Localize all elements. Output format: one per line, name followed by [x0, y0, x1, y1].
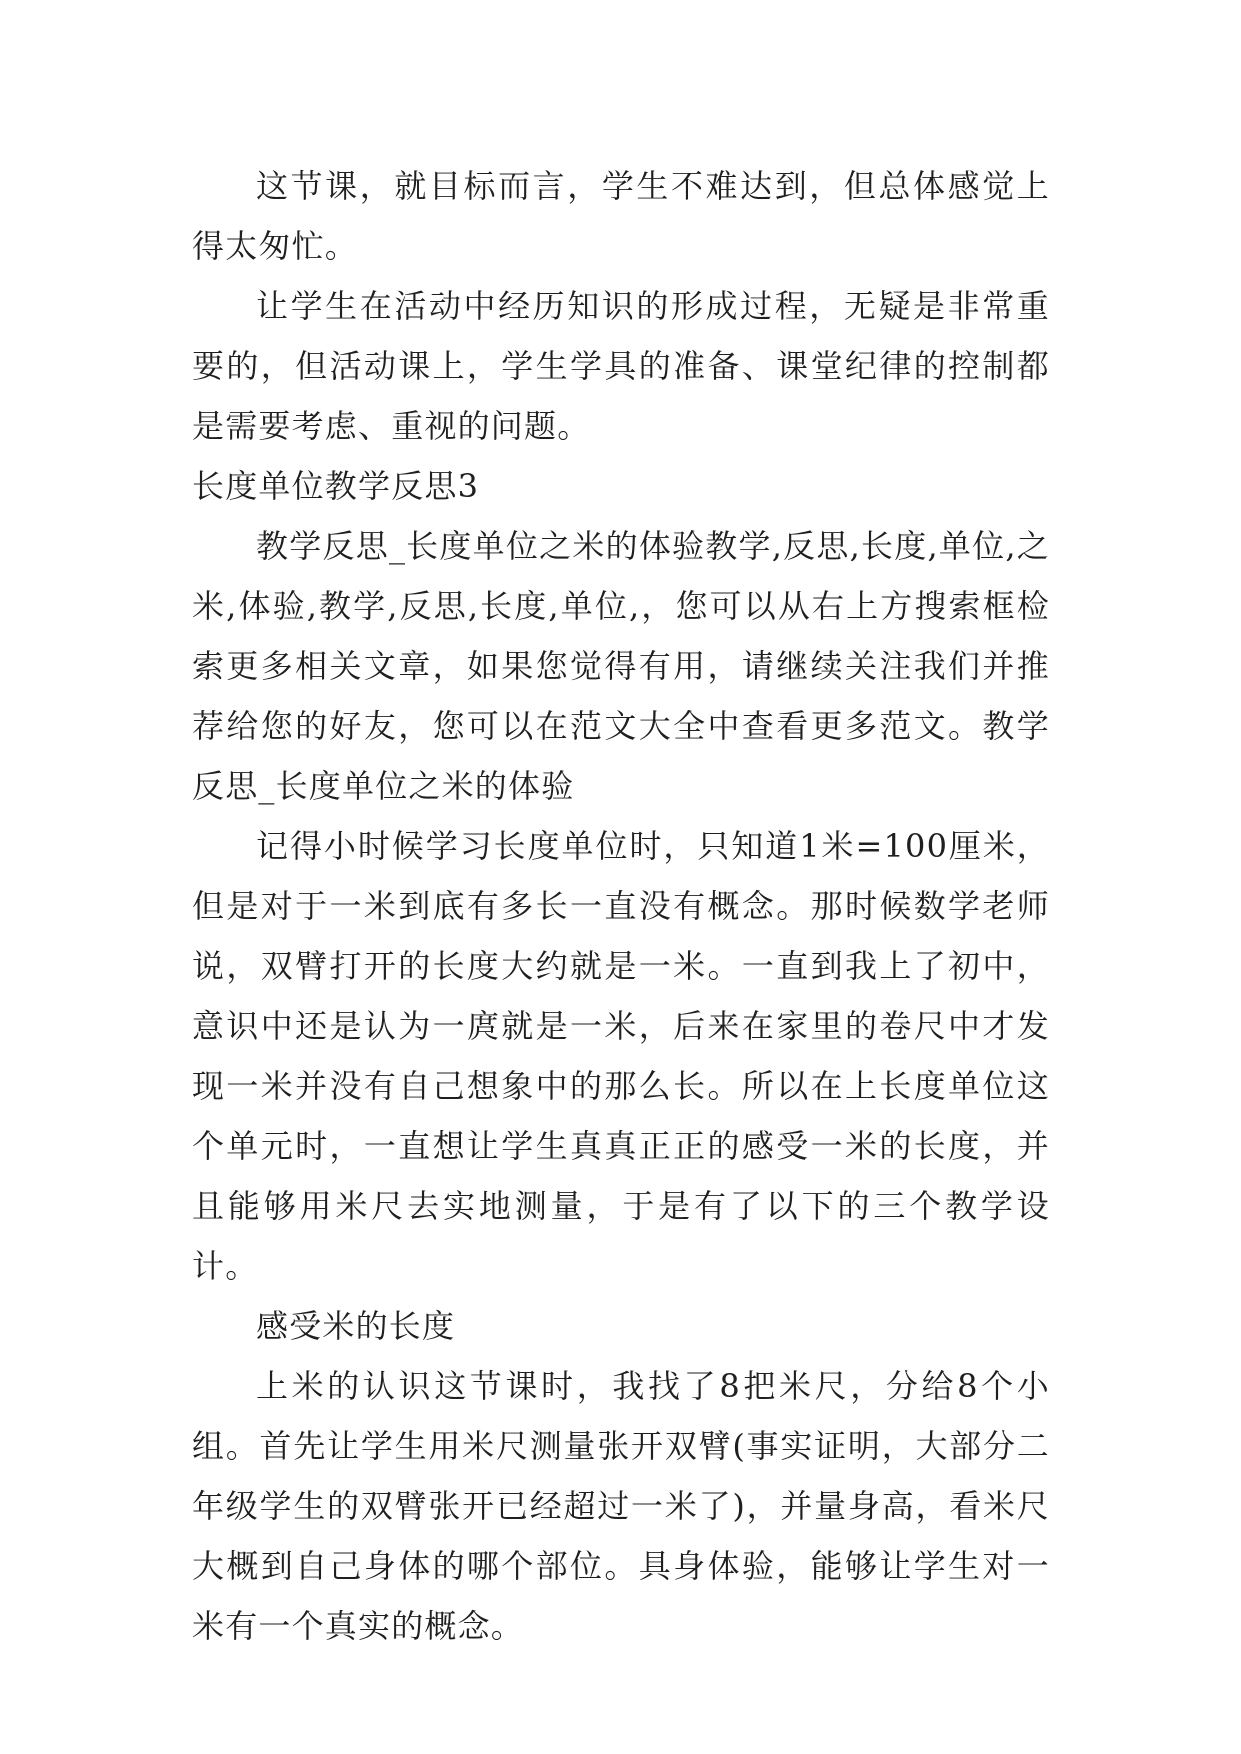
paragraph: 教学反思_长度单位之米的体验教学,反思,长度,单位,之米,体验,教学,反思,长度,单位,，您可以从右上方搜索框检索更多相关文章，如果您觉得有用，请继续关注我们并推荐给您的好友，您可以在范文大全中查看更多范文。教学反思_长度单位之米的体验: [192, 527, 1050, 805]
paragraph: 上米的认识这节课时，我找了8把米尺，分给8个小组。首先让学生用米尺测量张开双臂(事实证明，大部分二年级学生的双臂张开已经超过一米了)，并量身高，看米尺大概到自己身体的哪个部位。具身体验，能够让学生对一米有一个真实的概念。: [192, 1367, 1050, 1645]
document-body: [192, 156, 1050, 1656]
paragraph: 记得小时候学习长度单位时，只知道1米=100厘米，但是对于一米到底有多长一直没有概念。那时候数学老师说，双臂打开的长度大约就是一米。一直到我上了初中，意识中还是认为一庹就是一米，后来在家里的卷尺中才发现一米并没有自己想象中的那么长。所以在上长度单位这个单元时，一直想让学生真真正正的感受一米的长度，并且能够用米尺去实地测量，于是有了以下的三个教学设计。: [192, 827, 1050, 1285]
paragraph: 这节课，就目标而言，学生不难达到，但总体感觉上得太匆忙。: [192, 167, 1050, 265]
section-title: 长度单位教学反思3: [192, 467, 480, 505]
paragraph: 让学生在活动中经历知识的形成过程，无疑是非常重要的，但活动课上，学生学具的准备、课堂纪律的控制都是需要考虑、重视的问题。: [192, 287, 1050, 445]
sub-title: 感受米的长度: [256, 1307, 456, 1345]
